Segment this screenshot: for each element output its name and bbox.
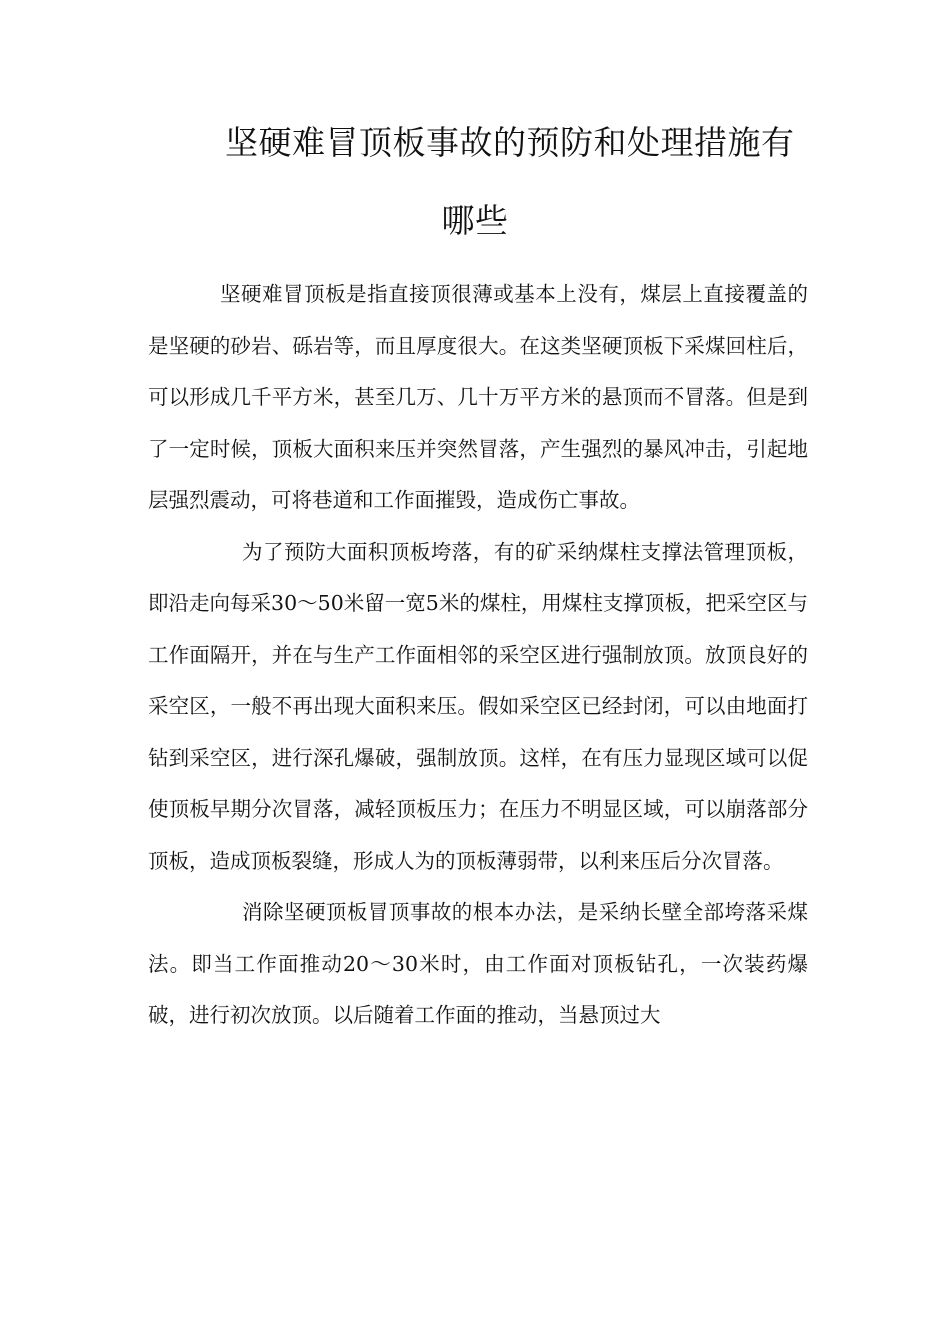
body-paragraph-3: 消除坚硬顶板冒顶事故的根本办法，是采纳长壁全部垮落采煤法。即当工作面推动20～30米时，由工作面对顶板钻孔，一次装药爆破，进行初次放顶。以后随着工作面的推动，当悬顶过大	[148, 900, 808, 1027]
document-title-line-2: 哪些	[441, 201, 509, 240]
body-paragraph-2: 为了预防大面积顶板垮落，有的矿采纳煤柱支撑法管理顶板，即沿走向每采30～50米留一宽5米的煤柱，用煤柱支撑顶板，把采空区与工作面隔开，并在与生产工作面相邻的采空区进行强制放顶。放顶良好的采空区，一般不再出现大面积来压。假如采空区已经封闭，可以由地面打钻到采空区，进行深孔爆破，强制放顶。这样，在有压力显现区域可以促使顶板早期分次冒落，减轻顶板压力；在压力不明显区域，可以崩落部分顶板，造成顶板裂缝，形成人为的顶板薄弱带，以利来压后分次冒落。	[148, 539, 808, 873]
document-body	[148, 269, 808, 1042]
body-paragraph-1: 坚硬难冒顶板是指直接顶很薄或基本上没有，煤层上直接覆盖的是坚硬的砂岩、砾岩等，而且厚度很大。在这类坚硬顶板下采煤回柱后，可以形成几千平方米，甚至几万、几十万平方米的悬顶而不冒落。但是到了一定时候，顶板大面积来压并突然冒落，产生强烈的暴风冲击，引起地层强烈震动，可将巷道和工作面摧毁，造成伤亡事故。	[148, 282, 808, 512]
document-title-line-1: 坚硬难冒顶板事故的预防和处理措施有	[225, 123, 795, 162]
